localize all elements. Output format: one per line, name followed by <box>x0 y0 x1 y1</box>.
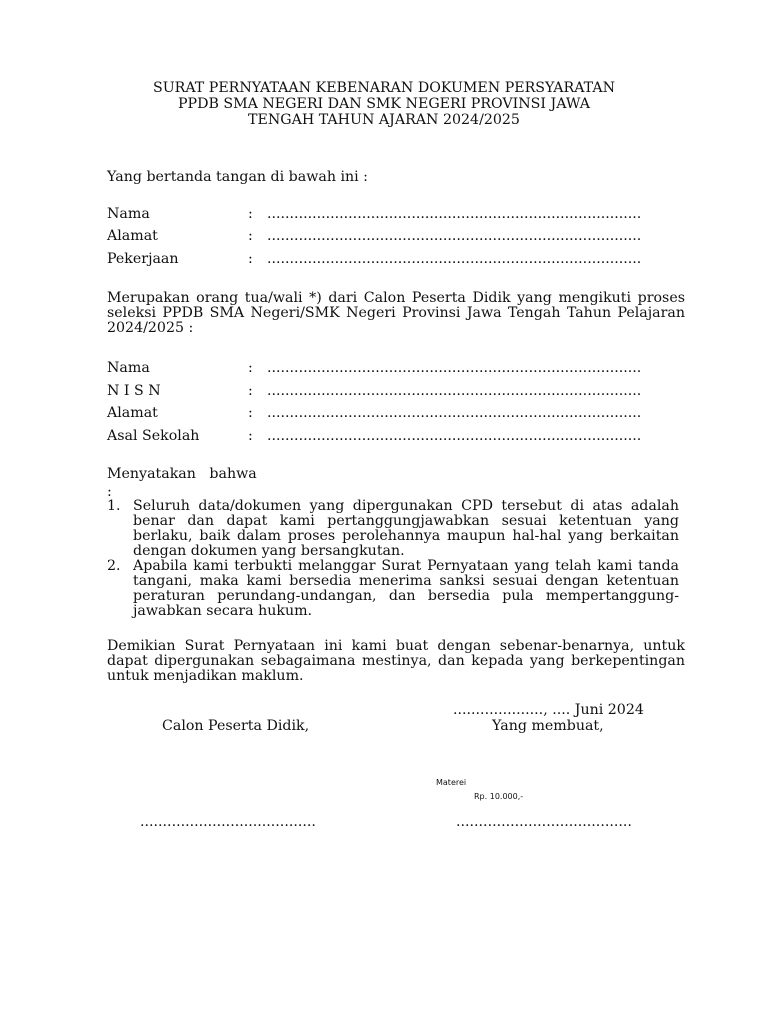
parent-name-field <box>107 206 687 226</box>
student-address-field <box>107 405 687 425</box>
field-colon: : <box>248 206 253 222</box>
closing-paragraph: Demikian Surat Pernyataan ini kami buat dengan sebenar-benarnya, untuk dapat dipergunakan sebagaimana mestinya, dan kepada yang berkepentingan untuk menjadikan maklum. <box>107 638 685 684</box>
list-item <box>107 499 679 559</box>
parent-address-field <box>107 228 687 248</box>
list-text: Apabila kami terbukti melanggar Surat Pernyataan yang telah kami tanda tangani, maka kami bersedia menerima sanksi sesuai dengan ketentuan peraturan perundang-undangan, dan bersedia pula mempertanggung-jawabkan secara hukum. <box>133 558 679 619</box>
fill-in-dots: ................................................................................... <box>267 405 642 421</box>
parent-occupation-field <box>107 251 687 271</box>
intro-text: Yang bertanda tangan di bawah ini : <box>107 169 368 185</box>
declare-heading: Menyatakan bahwa <box>107 466 257 482</box>
declaration-list <box>107 499 679 619</box>
date-line: ...................., .... Juni 2024 <box>453 702 644 718</box>
fill-in-dots: ................................................................................... <box>267 428 642 444</box>
statement-paragraph: Merupakan orang tua/wali *) dari Calon Peserta Didik yang mengikuti proses seleksi PPDB SMA Negeri/SMK Negeri Provinsi Jawa Tengah Tahun Pelajaran 2024/2025 : <box>107 290 685 336</box>
student-nisn-field <box>107 383 687 403</box>
title-line-3: TENGAH TAHUN AJARAN 2024/2025 <box>248 112 520 128</box>
title-line-1: SURAT PERNYATAAN KEBENARAN DOKUMEN PERSYARATAN <box>152 80 616 96</box>
student-signer-label: Calon Peserta Didik, <box>162 718 310 734</box>
fill-in-dots: ................................................................................... <box>267 228 642 244</box>
field-colon: : <box>248 428 253 444</box>
list-text: Seluruh data/dokumen yang dipergunakan CPD tersebut di atas adalah benar dan dapat kami pertanggungjawabkan sesuai ketentuan yang berlaku, baik dalam proses perolehannya maupun hal-hal yang berkaitan dengan dokumen yang bersangkutan. <box>133 498 679 559</box>
stamp-label: Materei <box>436 778 467 787</box>
field-label: Pekerjaan <box>107 251 179 267</box>
list-number: 1. <box>107 498 121 514</box>
field-label: Alamat <box>107 228 158 244</box>
field-label: N I S N <box>107 383 161 399</box>
field-colon: : <box>248 383 253 399</box>
field-label: Asal Sekolah <box>107 428 200 444</box>
field-colon: : <box>248 360 253 376</box>
field-colon: : <box>248 405 253 421</box>
maker-signer-label: Yang membuat, <box>492 718 604 734</box>
student-signature-line: ....................................... <box>140 814 316 830</box>
fill-in-dots: ................................................................................... <box>267 383 642 399</box>
field-colon: : <box>248 251 253 267</box>
fill-in-dots: ................................................................................... <box>267 251 642 267</box>
field-label: Nama <box>107 206 150 222</box>
field-colon: : <box>248 228 253 244</box>
list-number: 2. <box>107 558 121 574</box>
title-line-2: PPDB SMA NEGERI DAN SMK NEGERI PROVINSI JAWA <box>177 96 590 112</box>
field-label: Alamat <box>107 405 158 421</box>
list-item <box>107 559 679 619</box>
fill-in-dots: ................................................................................... <box>267 360 642 376</box>
field-label: Nama <box>107 360 150 376</box>
student-school-field <box>107 428 687 448</box>
document-title <box>0 80 768 128</box>
maker-signature-line: ....................................... <box>456 814 632 830</box>
fill-in-dots: ................................................................................... <box>267 206 642 222</box>
stamp-value: Rp. 10.000,- <box>474 792 524 801</box>
declare-colon: : <box>107 484 112 500</box>
student-name-field <box>107 360 687 380</box>
